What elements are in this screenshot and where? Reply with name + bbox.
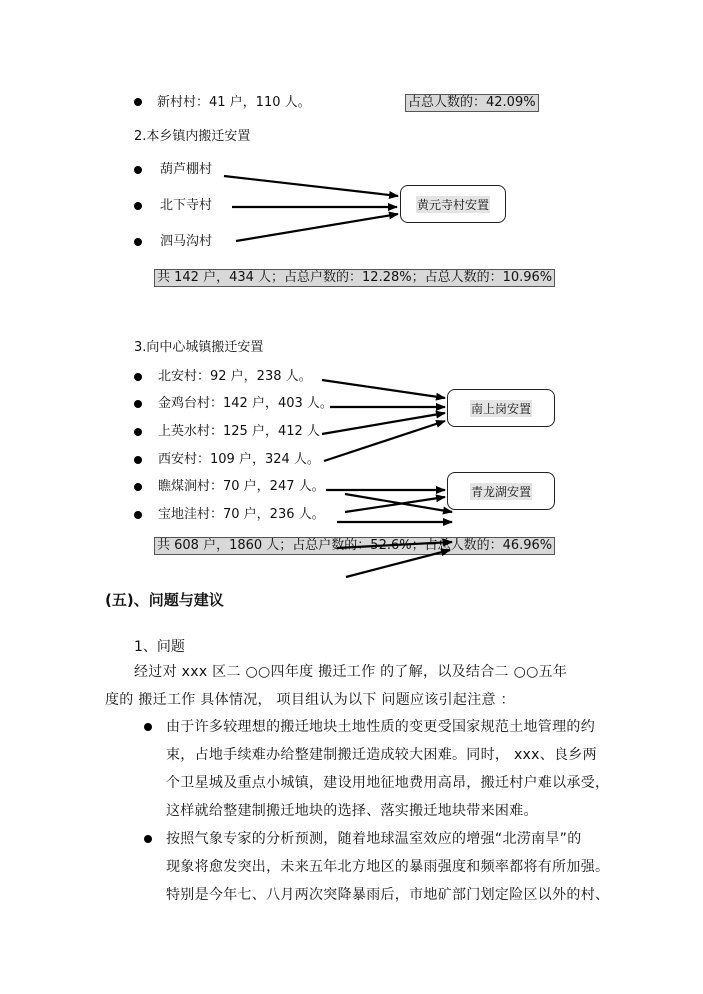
bullet1-line-2: 束，占地手续难办给整建制搬迁造成较大困难。同时， xxx、良乡两: [166, 747, 597, 763]
population-percentage: 占总人数的：42.09%: [405, 94, 539, 112]
village-beian: 北安村：92 户，238 人。: [158, 369, 312, 384]
village-qiaomeijian: 瞧煤涧村：70 户，247 人。: [158, 479, 325, 494]
arrow: [322, 413, 445, 434]
section2-heading: 2.本乡镇内搬迁安置: [134, 129, 251, 144]
target-label: 南上岗安置: [470, 401, 531, 416]
village-jinjitai: 金鸡台村：142 户，403 人。: [158, 396, 333, 411]
section3-heading: 3.向中心城镇搬迁安置: [134, 340, 264, 355]
bullet2-line-2: 现象将愈发突出，未来五年北方地区的暴雨强度和频率都将有所加强。: [166, 859, 610, 875]
section3-summary: 共 608 户，1860 人；占总户数的：52.6%；占总人数的：46.96%: [154, 537, 555, 555]
arrow: [346, 550, 450, 577]
arrow: [345, 497, 445, 512]
bullet1-line-4: 这样就给整建制搬迁地块的选择、落实搬迁地块带来困难。: [166, 803, 538, 819]
intro-line-1: 经过对 xxx 区二 ○○四年度 搬迁工作 的了解，以及结合二 ○○五年: [134, 664, 568, 680]
village-xincun: 新村村：41 户，110 人。: [157, 95, 311, 110]
village-xian: 西安村：109 户，324 人。: [158, 452, 320, 467]
target-label: 青龙湖安置: [470, 484, 531, 499]
village-beixiasi: 北下寺村: [160, 198, 213, 213]
village-hulupeng: 葫芦棚村: [160, 162, 213, 177]
arrow: [224, 176, 398, 196]
arrow: [324, 421, 445, 461]
section2-summary: 共 142 户，434 人；占总户数的：12.28%；占总人数的：10.96%: [154, 269, 555, 287]
bullet-dot: [144, 835, 152, 843]
section5-heading: (五)、问题与建议: [105, 591, 224, 609]
village-simagou: 泗马沟村: [160, 234, 213, 249]
bullet2-line-1: 按照气象专家的分析预测，随着地球温室效应的增强“北涝南旱”的: [166, 831, 582, 847]
problems-subheading: 1、问题: [134, 639, 185, 655]
bullet1-line-3: 个卫星城及重点小城镇，建设用地征地费用高昂，搬迁村户难以承受，: [166, 775, 610, 791]
bullet2-line-3: 特别是今年七、八月两次突降暴雨后，市地矿部门划定险区以外的村、: [166, 887, 610, 903]
target-label: 黄元寺村安置: [416, 197, 489, 212]
arrow: [337, 542, 452, 548]
village-baodiwa: 宝地洼村：70 户，236 人。: [158, 507, 325, 522]
arrow: [322, 380, 445, 398]
village-shangyingshui: 上英水村：125 户，412 人: [158, 424, 320, 439]
bullet1-line-1: 由于许多较理想的搬迁地块土地性质的变更受国家规范土地管理的约: [166, 719, 595, 735]
intro-line-2: 度的 搬迁工作 具体情况， 项目组认为以下 问题应该引起注意 ：: [105, 692, 515, 708]
bullet-dot: [144, 723, 152, 731]
arrow: [236, 214, 398, 241]
